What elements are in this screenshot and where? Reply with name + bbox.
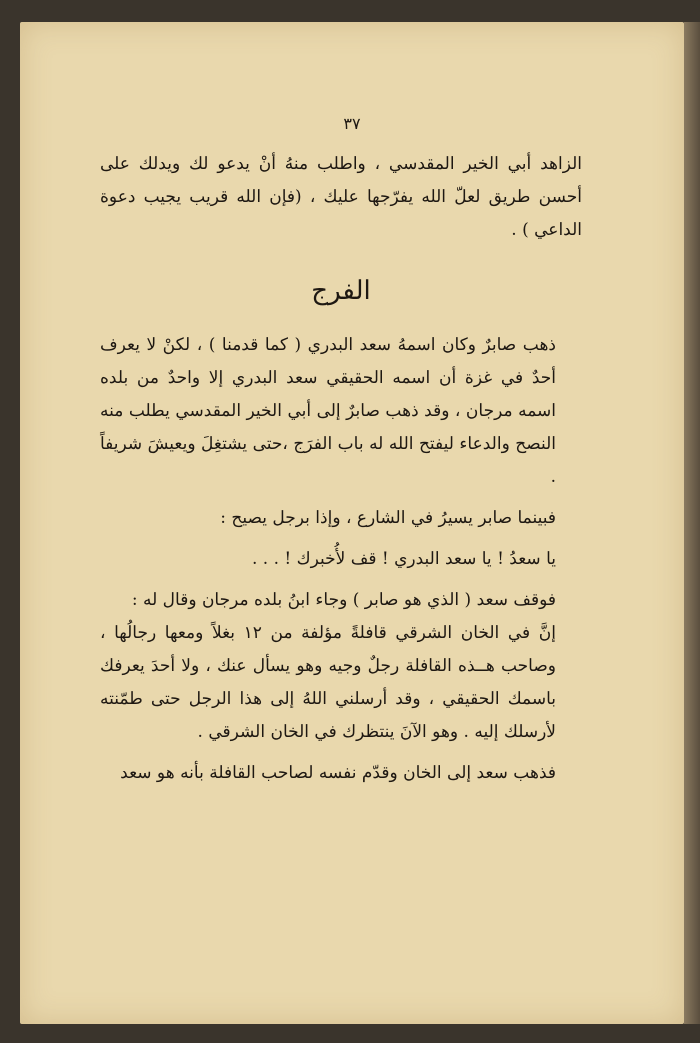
paragraph-1: الزاهد أبي الخير المقدسي ، واطلب منهُ أنْ يدعو لك ويدلك على أحسن طريق لعلّ الله يفرّجها عليك ، (فإن الله قريب يجيب دعوة الداعي ) . <box>100 154 582 240</box>
chapter-heading: الفرج <box>311 276 371 306</box>
paragraph-2: ذهب صابرٌ وكان اسمهُ سعد البدري ( كما قدمنا ) ، لكنْ لا يعرف أحدٌ في غزة أن اسمه الحقيقي سعد البدري إلا واحدٌ من بلده اسمه مرجان ، وقد ذهب صابرٌ إلى أبي الخير المقدسي يطلب منه النصح والدعاء ليفتح الله له باب الفرَج ،حتى يشتغِلَ ويعيشَ شريفاً . <box>100 335 556 487</box>
paragraph-7: فذهب سعد إلى الخان وقدّم نفسه لصاحب القافلة بأنه هو سعد <box>120 763 556 783</box>
paragraph-6: إنَّ في الخان الشرقي قافلةً مؤلفة من ١٢ بغلاً ومعها رجالُها ، وصاحب هــذه القافلة رجلٌ وجيه وهو يسأل عنك ، ولا أحدَ يعرفك باسمك الحقيقي ، وقد أرسلني اللهُ إلى هذا الرجل حتى طمّنته لأرسلك إليه . وهو الآنَ ينتظرك في الخان الشرقي . <box>100 623 556 742</box>
paragraph-3: فبينما صابر يسيرُ في الشارع ، وإذا برجل يصيح : <box>220 508 556 528</box>
page-text <box>100 148 582 790</box>
book-spine <box>684 22 700 1024</box>
page-number: ٣٧ <box>343 114 361 133</box>
paragraph-5: فوقف سعد ( الذي هو صابر ) وجاء ابنُ بلده مرجان وقال له : <box>131 590 556 610</box>
paragraph-4: يا سعدُ ! يا سعد البدري ! قف لأُخبرك ! . . . <box>251 549 556 569</box>
